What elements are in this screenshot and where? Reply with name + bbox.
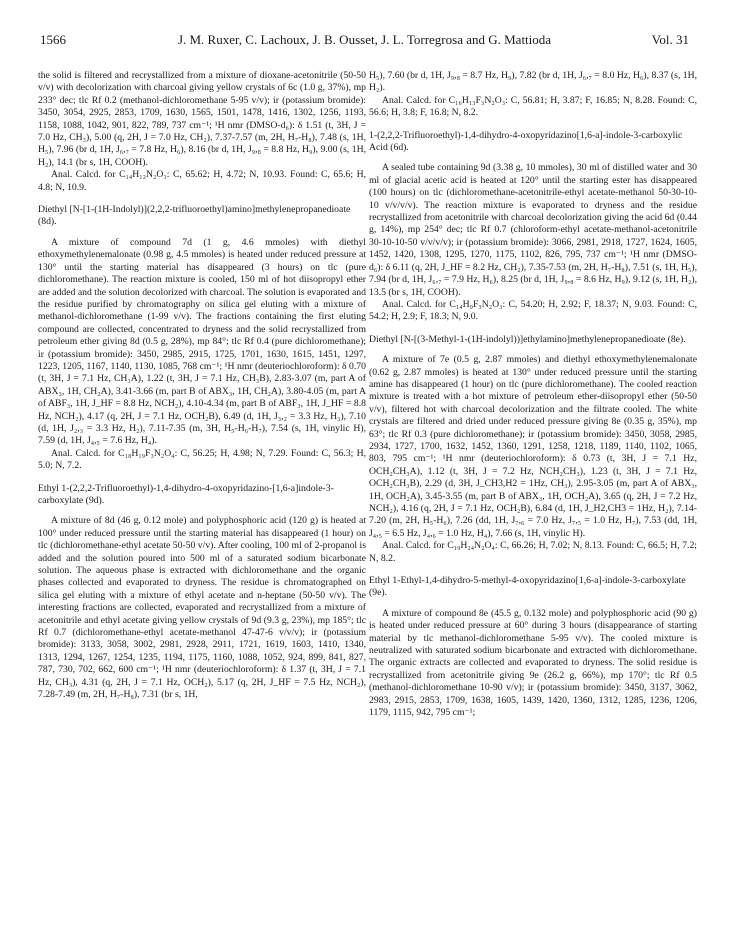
- compound-heading: 1-(2,2,2-Trifluoroethyl)-1,4-dihydro-4-oxopyridazino[1,6-a]-indole-3-carboxylic Acid (6d).: [369, 129, 683, 154]
- paragraph: A sealed tube containing 9d (3.38 g, 10 mmoles), 30 ml of distilled water and 30 ml of glacial acetic acid is heated at 120° until the starting ester has disappeared (100 hours) on tlc (dichloromethane-acetonitrile-ethyl acetate-methanol 50-30-10-10 v/v/v/v). The reaction mixture is evaporated to dryness and the residue recrystallized from acetonitrile with charcoal decolorization giving the acid 6d (0.44 g, 14%), mp 254° dec; tlc Rf 0.7 (chloroform-ethyl acetate-methanol-acetonitrile 30-10-10-50 v/v/v/v); ir (potassium bromide): 3066, 2981, 2918, 1727, 1624, 1605, 1452, 1420, 1308, 1295, 1270, 1175, 1102, 826, 795, 737 cm⁻¹; ¹H nmr (DMSO-d₆): δ 6.11 (q, 2H, J_HF = 8.2 Hz, CH₂), 7.35-7.53 (m, 2H, H₇-H₈), 7.51 (s, 1H, H₅), 7.94 (br d, 1H, J₆,₇ = 7.9 Hz, H₆), 8.25 (br d, 1H, J₉,₈ = 8.6 Hz, H₉), 9.12 (s, 1H, H₂), 13.5 (br s, 1H, COOH).: [369, 162, 697, 298]
- author-line: J. M. Ruxer, C. Lachoux, J. B. Ousset, J. L. Torregrosa and G. Mattioda: [177, 32, 552, 47]
- left-column: [38, 70, 366, 702]
- paragraph: A mixture of 8d (46 g, 0.12 mole) and polyphosphoric acid (120 g) is heated at 100° under reduced pressure until the starting material has disappeared (1 hour) on tlc (dichloromethane-ethyl acetate 50-50 v/v). After cooling, 100 ml of 2-propanol is added and the solution poured into 500 ml of a saturated sodium bicarbonate solution. The aqueous phase is extracted with dichloromethane and the organic phases collected and evaporated to dryness. The residue is chromatographed on silica gel eluting with a mixture of ethyl acetate and n-heptane (50-50 v/v). The interesting fractions are collected, evaporated and recrystallized from a mixture of acetonitrile and ethyl acetate giving yellow crystals of 9d (9.3 g, 23%), mp 185°; tlc Rf 0.7 (dichloromethane-ethyl acetate-methanol 47-47-6 v/v/v); ir (potassium bromide): 3133, 3058, 3002, 2981, 2928, 2911, 1721, 1619, 1603, 1410, 1340, 1313, 1294, 1267, 1254, 1235, 1194, 1175, 1160, 1088, 1052, 924, 899, 841, 827, 787, 730, 702, 662, 600 cm⁻¹; ¹H nmr (deuteriochloroform): δ 1.37 (t, 3H, J = 7.1 Hz, CH₃), 4.31 (q, 2H, J = 7.1 Hz, OCH₂), 5.17 (q, 2H, J_HF = 7.5 Hz, NCH₂), 7.28-7.49 (m, 2H, H₇-H₈), 7.31 (br s, 1H,: [38, 515, 366, 701]
- paragraph: the solid is filtered and recrystallized from a mixture of dioxane-acetonitrile (50-50 v/v) with decolorization with charcoal giving yellow crystals of 6c (1.0 g, 37%), mp 233° dec; tlc Rf 0.2 (methanol-dichloromethane 5-95 v/v); ir (potassium bromide): 3450, 3054, 2925, 2853, 1709, 1630, 1565, 1501, 1478, 1416, 1302, 1256, 1193, 1158, 1088, 1042, 901, 822, 789, 737 cm⁻¹; ¹H nmr (DMSO-d₆): δ 1.51 (t, 3H, J = 7.0 Hz, CH₃), 5.00 (q, 2H, J = 7.0 Hz, CH₂), 7.37-7.57 (m, 2H, H₇-H₈), 7.48 (s, 1H, H₅), 7.96 (br d, 1H, J₆,₇ = 7.8 Hz, H₆), 8.16 (br d, 1H, J₉,₈ = 8.8 Hz, H₉), 9.00 (s, 1H, H₂), 14.1 (br s, 1H, COOH).: [38, 70, 366, 168]
- compound-heading: Ethyl 1-(2,2,2-Trifluoroethyl)-1,4-dihydro-4-oxopyridazino-[1,6-a]indole-3-carboxylate (9d).: [38, 482, 334, 506]
- paragraph: A mixture of compound 7d (1 g, 4.6 mmoles) with diethyl ethoxymethylenemalonate (0.98 g, 4.5 mmoles) is heated under reduced pressure at 130° until the starting material has disappeared (3 hours) on tlc (pure dichloromethane). The reaction mixture is cooled, 150 ml of hot diisopropyl ether are added and the solution decolorized with charcoal. The solution is evaporated and the residue purified by chromatography on silica gel eluting with a mixture of methanol-dichloromethane (1-99 v/v). The fractions containing the first eluting compound are collected, concentrated to dryness and the solid recrystallized from petroleum ether giving 8d (0.5 g, 28%), mp 84°; tlc Rf 0.4 (pure dichloromethane); ir (potassium bromide): 3450, 2985, 2915, 1725, 1701, 1630, 1615, 1451, 1297, 1223, 1205, 1167, 1140, 1130, 1085, 768 cm⁻¹; ¹H nmr (deuteriochloroform): δ 0.70 (t, 3H, J = 7.1 Hz, CH₃A), 1.22 (t, 3H, J = 7.1 Hz, CH₃B), 2.83-3.07 (m, part A of ABX₃, 1H, CH₂A), 3.41-3.66 (m, part B of ABX₃, 1H, CH₂A), 3.80-4.05 (m, part A of ABF₃, 1H, J_HF = 8.8 Hz, NCH₂), 4.10-4.34 (m, part B of ABF₃, 1H, J_HF = 8.8 Hz, NCH₂), 4.17 (q, 2H, J = 7.1 Hz, OCH₂B), 6.49 (d, 1H, J₃,₂ = 3.3 Hz, H₃), 7.10 (d, 1H, J₂,₃ = 3.3 Hz, H₂), 7.11-7.35 (m, 3H, H₅-H₆-H₇), 7.54 (s, 1H, vinylic H), 7.59 (d, 1H, J₄,₅ = 7.6 Hz, H₄).: [38, 236, 366, 447]
- page-number: 1566: [40, 32, 66, 47]
- analysis-line: Anal. Calcd. for C₁₈H₁₉F₃N₂O₄: C, 56.25; H, 4.98; N, 7.29. Found: C, 56.3; H, 5.0; N, 7.2.: [38, 447, 366, 472]
- right-column: [369, 70, 697, 720]
- paragraph: A mixture of compound 8e (45.5 g, 0.132 mole) and polyphosphoric acid (90 g) is heated under reduced pressure at 60° during 3 hours (disappearance of starting material by tlc methanol-dichloromethane 5-95 v/v). The cooled mixture is neutralized with saturated sodium bicarbonate and extracted with dichloromethane. The organic extracts are collected and evaporated to dryness. The solid residue is recrystallized from acetonitrile giving 9e (26.2 g, 66%), mp 170°; tlc Rf 0.5 (methanol-dichloromethane 10-90 v/v); ir (potassium bromide): 3450, 3137, 3062, 2983, 2915, 2853, 1709, 1638, 1605, 1439, 1420, 1360, 1312, 1285, 1236, 1206, 1179, 1115, 942, 795 cm⁻¹;: [369, 607, 697, 719]
- analysis-line: Anal. Calcd. for C₁₆H₁₃F₃N₂O₃: C, 56.81; H, 3.87; F, 16.85; N, 8.28. Found: C, 56.6; H, 3.8; F, 16.8; N, 8.2.: [369, 94, 697, 119]
- compound-heading: Diethyl [N-[(3-Methyl-1-(1H-indolyl))]ethylamino]methylenepropanedioate (8e).: [369, 333, 686, 345]
- analysis-line: Anal. Calcd. for C₁₉H₂₄N₂O₄: C, 66.26; H, 7.02; N, 8.13. Found: C, 66.5; H, 7.2; N, 8.2.: [369, 540, 697, 564]
- compound-heading: Ethyl 1-Ethyl-1,4-dihydro-5-methyl-4-oxopyridazino[1,6-a]-indole-3-carboxylate (9e).: [369, 575, 686, 599]
- volume-label: Vol. 31: [651, 32, 689, 47]
- running-head: [40, 32, 689, 52]
- paragraph: H₅), 7.60 (br d, 1H, J₉,₈ = 8.7 Hz, H₉), 7.82 (br d, 1H, J₆,₇ = 8.0 Hz, H₆), 8.37 (s, 1H, H₂).: [369, 70, 697, 94]
- analysis-line: Anal. Calcd. for C₁₄H₁₂N₂O₃: C, 65.62; H, 4.72; N, 10.93. Found: C, 65.6; H, 4.8; N, 10.9.: [38, 169, 366, 193]
- analysis-line: Anal. Calcd. for C₁₄H₉F₃N₂O₃: C, 54.20; H, 2.92; F, 18.37; N, 9.03. Found: C, 54.2; H, 2.9; F, 18.3; N, 9.0.: [369, 298, 697, 323]
- compound-heading: Diethyl [N-[1-(1H-Indolyl)](2,2,2-trifluoroethyl)amino]methylenepropanedioate (8d).: [38, 204, 351, 228]
- paragraph: A mixture of 7e (0.5 g, 2.87 mmoles) and diethyl ethoxymethylenemalonate (0.62 g, 2.87 mmoles) is heated at 130° under reduced pressure until the starting amine has disappeared (1 hour) on tlc (pure dichloromethane). The cooled reaction mixture is treated with a hot mixture of petroleum ether-diisopropyl ether (50-50 v/v), filtered hot with charcoal decolorization and the filtrate cooled. The white crystals are filtered and dried under reduced pressure giving 8e (0.35 g, 35%), mp 63°; tlc Rf 0.3 (pure dichloromethane); ir (potassium bromide): 3450, 3058, 2985, 2934, 1727, 1700, 1632, 1452, 1360, 1291, 1258, 1218, 1189, 1140, 1102, 1065, 803, 795 cm⁻¹; ¹H nmr (deuteriochloroform): δ 0.73 (t, 3H, J = 7.1 Hz, OCH₂CH₃A), 1.12 (t, 3H, J = 7.2 Hz, NCH₂CH₃), 1.23 (t, 3H, J = 7.1 Hz, OCH₂CH₃B), 2.29 (d, 3H, J_CH3,H2 = 1Hz, CH₃), 2.95-3.05 (m, part A of ABX₃, 1H, OCH₂A), 3.45-3.55 (m, part B of ABX₃, 1H, OCH₂A), 3.65 (q, 2H, J = 7.2 Hz, NCH₂), 4.16 (q, 2H, J = 7.1 Hz, OCH₂B), 6.84 (d, 1H, J_H2,CH3 = 1Hz, H₂), 7.14-7.20 (m, 2H, H₅-H₆), 7.26 (dd, 1H, J₇,₆ = 7.0 Hz, J₇,₅ = 1.0 Hz, H₇), 7.53 (dd, 1H, J₄,₅ = 6.5 Hz, J₄,₆ = 1.0 Hz, H₄), 7.66 (s, 1H, vinylic H).: [369, 354, 697, 539]
